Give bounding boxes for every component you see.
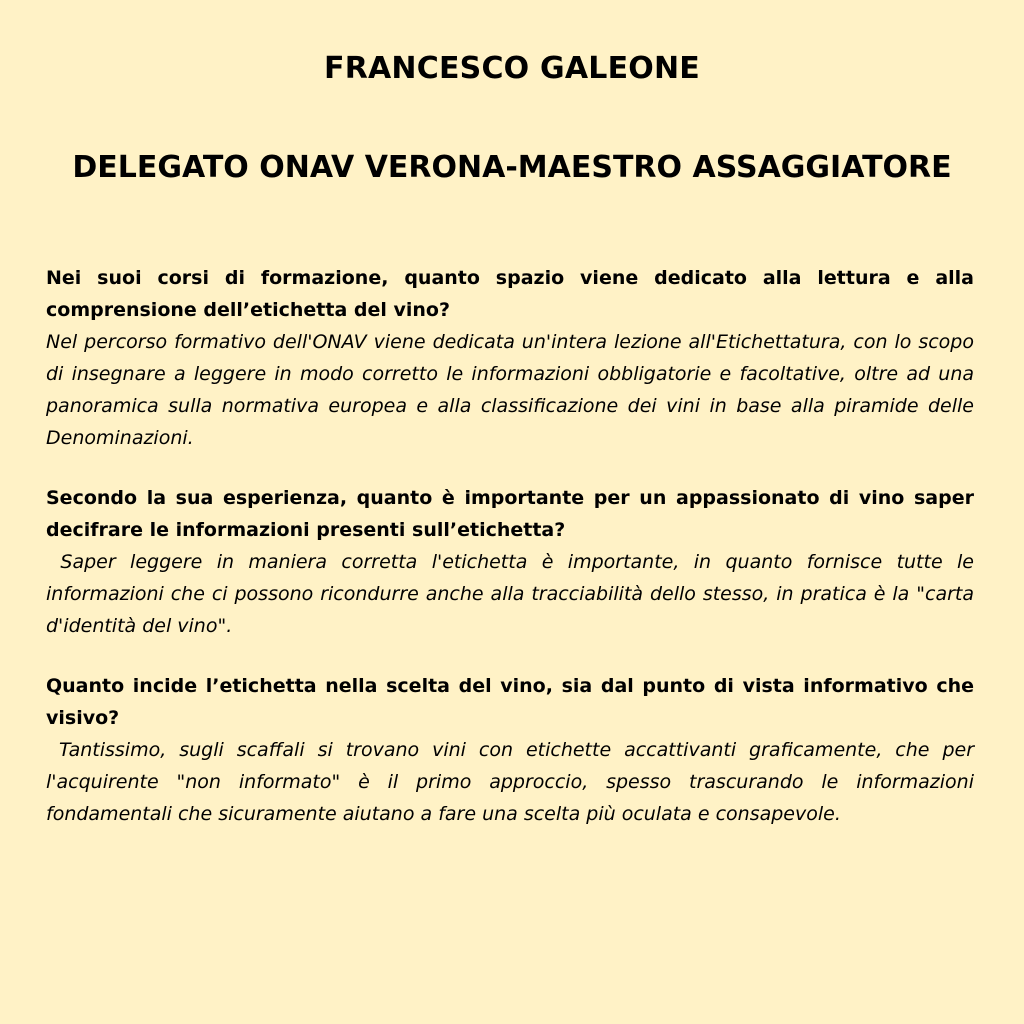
answer-text: Saper leggere in maniera corretta l'etichetta è importante, in quanto fornisce tutte le informazioni che ci possono ricondurre anche alla tracciabilità dello stesso, in pratica è la "carta d'identità del vino". bbox=[46, 551, 981, 637]
question-text: Quanto incide l’etichetta nella scelta del vino, sia dal punto di vista informativo che visivo? bbox=[46, 675, 974, 729]
qa-item bbox=[46, 670, 981, 830]
answer-text: Tantissimo, sugli scaffali si trovano vini con etichette accattivanti graficamente, che per l'acquirente "non informato" è il primo approccio, spesso trascurando le informazioni fondamentali che sicuramente aiutano a fare una scelta più oculata e consapevole. bbox=[46, 739, 981, 825]
qa-item bbox=[46, 262, 981, 454]
answer-text: Nel percorso formativo dell'ONAV viene dedicata un'intera lezione all'Etichettatura, con lo scopo di insegnare a leggere in modo corretto le informazioni obbligatorie e facoltative, oltre ad una panoramica sulla normativa europea e alla classificazione dei vini in base alla piramide delle Denominazioni. bbox=[46, 331, 981, 449]
interviewee-role: DELEGATO ONAV VERONA-MAESTRO ASSAGGIATORE bbox=[72, 150, 952, 185]
qa-list bbox=[46, 262, 981, 858]
question-text: Secondo la sua esperienza, quanto è importante per un appassionato di vino saper decifrare le informazioni presenti sull’etichetta? bbox=[46, 487, 974, 541]
question-text: Nei suoi corsi di formazione, quanto spazio viene dedicato alla lettura e alla comprensione dell’etichetta del vino? bbox=[46, 267, 974, 321]
qa-item bbox=[46, 482, 981, 642]
interviewee-name: FRANCESCO GALEONE bbox=[324, 51, 700, 86]
